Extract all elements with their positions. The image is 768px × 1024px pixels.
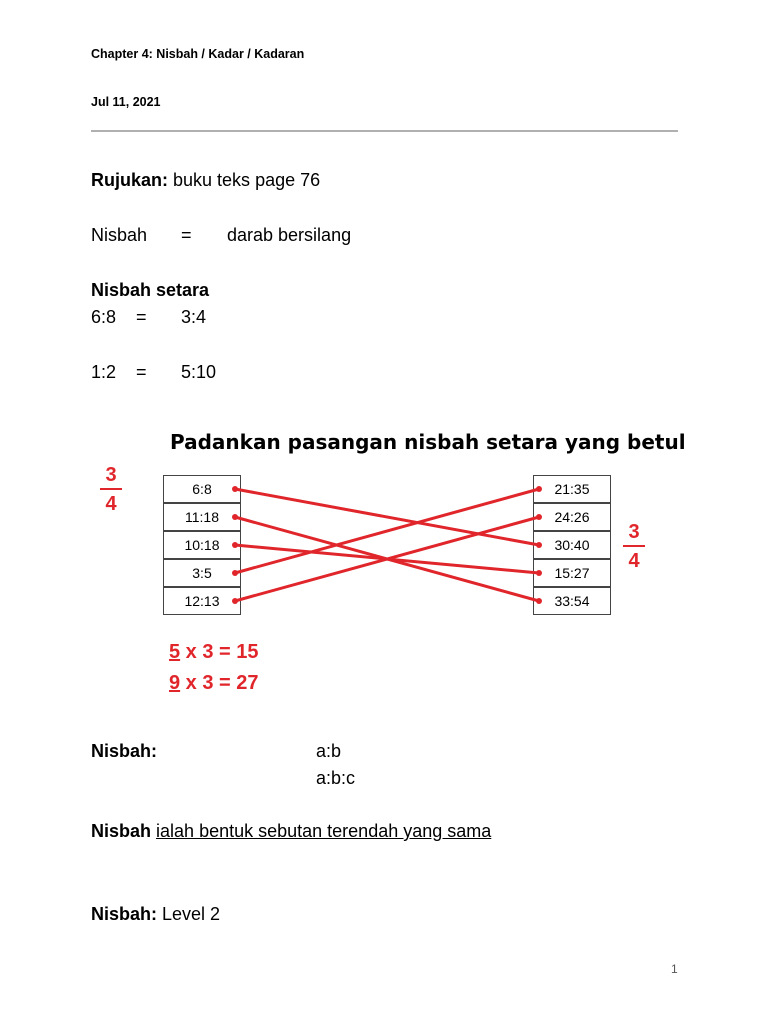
definition-text: ialah bentuk sebutan terendah yang sama xyxy=(156,821,492,841)
page-number: 1 xyxy=(671,962,678,976)
level-text: Level 2 xyxy=(157,904,221,924)
match-line xyxy=(235,517,539,601)
nisbah-equals: = xyxy=(181,225,192,245)
nisbah-definition: darab bersilang xyxy=(227,225,352,245)
right-fraction xyxy=(623,519,645,575)
setara-row-1-equals: = xyxy=(136,307,147,327)
nisbah-form-ab: a:b xyxy=(316,741,342,761)
right-ratio-cell: 21:35 xyxy=(533,475,611,503)
left-ratio-cell: 11:18 xyxy=(163,503,241,531)
rujukan-label: Rujukan: xyxy=(91,170,169,190)
setara-row-2-left: 1:2 xyxy=(91,362,117,382)
nisbah-forms-label: Nisbah: xyxy=(91,741,158,761)
left-ratio-cell: 10:18 xyxy=(163,531,241,559)
right-ratio-cell: 15:27 xyxy=(533,559,611,587)
match-line xyxy=(235,517,539,601)
right-fraction-denominator: 4 xyxy=(628,550,640,572)
left-ratio-cell: 3:5 xyxy=(163,559,241,587)
left-fraction-numerator: 3 xyxy=(100,462,122,490)
right-ratio-cell: 24:26 xyxy=(533,503,611,531)
right-ratio-cell: 33:54 xyxy=(533,587,611,615)
level-label: Nisbah: xyxy=(91,904,158,924)
nisbah-form-abc: a:b:c xyxy=(316,768,356,788)
left-ratio-cell: 12:13 xyxy=(163,587,241,615)
work-line-1-rest: x 3 = 15 xyxy=(180,641,259,663)
exercise-title: Padankan pasangan nisbah setara yang betul xyxy=(170,430,686,454)
work-line-2 xyxy=(169,672,259,695)
setara-row-1-right: 3:4 xyxy=(181,307,207,327)
left-ratio-cell: 6:8 xyxy=(163,475,241,503)
right-fraction-numerator: 3 xyxy=(623,519,645,547)
left-fraction-denominator: 4 xyxy=(105,493,117,515)
match-line xyxy=(235,489,539,573)
left-fraction xyxy=(100,462,122,518)
chapter-title: Chapter 4: Nisbah / Kadar / Kadaran xyxy=(91,47,305,61)
nisbah-label: Nisbah xyxy=(91,225,148,245)
work-line-1 xyxy=(169,641,259,664)
header-divider xyxy=(91,130,678,132)
work-line-2-underlined: 9 xyxy=(169,672,181,694)
rujukan-text: buku teks page 76 xyxy=(168,170,321,190)
setara-row-2-equals: = xyxy=(136,362,147,382)
document-date: Jul 11, 2021 xyxy=(91,95,161,109)
right-ratio-cell: 30:40 xyxy=(533,531,611,559)
setara-row-1-left: 6:8 xyxy=(91,307,117,327)
match-line xyxy=(235,489,539,545)
nisbah-level-line xyxy=(91,904,220,925)
work-line-1-underlined: 5 xyxy=(169,641,181,663)
definition-label: Nisbah xyxy=(91,821,152,841)
match-line xyxy=(235,545,539,573)
nisbah-setara-heading: Nisbah setara xyxy=(91,280,210,300)
nisbah-definition-line xyxy=(91,821,491,842)
rujukan-line xyxy=(91,170,320,191)
setara-row-2-right: 5:10 xyxy=(181,362,217,382)
work-line-2-rest: x 3 = 27 xyxy=(180,672,259,694)
